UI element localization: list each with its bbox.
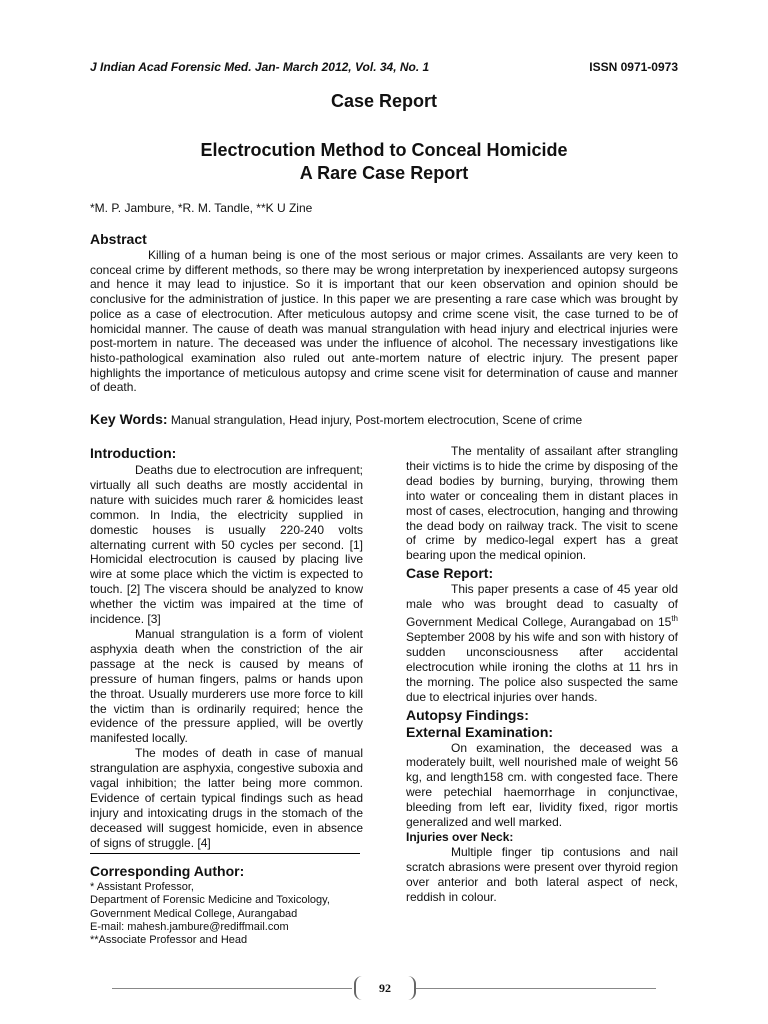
external-examination-heading: External Examination: (406, 723, 554, 740)
left-column (90, 445, 363, 851)
introduction-paragraph-3: The modes of death in case of manual strangulation are asphyxia, congestive suboxia and vagal inhibition; the latter being more common. Evidence of certain typical findings such as head injury and intoxicating drugs in the stomach of the deceased will suggest homicide, even in absence of signs of struggle. [4] (90, 746, 363, 850)
case-report-text-start: This paper presents a case of 45 year old male who was brought dead to casualty of Government Medical College, Aurangabad on 15 (406, 582, 678, 630)
issn: ISSN 0971-0973 (589, 60, 678, 74)
title-line-2: A Rare Case Report (299, 163, 469, 183)
case-report-text-end: September 2008 by his wife and son with history of sudden unconsciousness after accidental electrocution while ironing the cloths at 11 hrs in the morning. The police also suspected the same due to electrical injuries over hands. (406, 629, 678, 704)
corr-line: Government Medical College, Aurangabad (90, 907, 298, 920)
corr-line: Department of Forensic Medicine and Toxicology, (90, 894, 330, 907)
case-report-heading: Case Report: (406, 565, 494, 582)
keywords-text: Manual strangulation, Head injury, Post-mortem electrocution, Scene of crime (170, 413, 583, 427)
title-line-1: Electrocution Method to Conceal Homicide (200, 140, 568, 160)
journal-header (90, 60, 678, 74)
article-title (0, 139, 768, 185)
ordinal-suffix: th (671, 614, 678, 624)
corresponding-separator (90, 853, 360, 854)
case-report-paragraph (406, 582, 678, 704)
page-number: 92 (354, 976, 416, 1000)
authors: *M. P. Jambure, *R. M. Tandle, **K U Zine (90, 201, 313, 215)
corr-line: **Associate Professor and Head (90, 934, 248, 947)
neck-injuries-text: Multiple finger tip contusions and nail scratch abrasions were present over thyroid region over anterior and both lateral aspect of neck, reddish in colour. (406, 844, 678, 904)
footer-rule-right (416, 988, 656, 989)
journal-citation: J Indian Acad Forensic Med. Jan- March 2012, Vol. 34, No. 1 (90, 60, 430, 74)
abstract-heading: Abstract (90, 231, 147, 247)
external-examination-text: On examination, the deceased was a moderately built, well nourished male of weight 56 kg, and length158 cm. with congested face. There were petechial haemorrhage in conjunctivae, bleeding from left ear, lividity fixed, rigor mortis generalized and well marked. (406, 740, 678, 830)
corr-email: E-mail: mahesh.jambure@rediffmail.com (90, 920, 289, 933)
introduction-paragraph-2: Manual strangulation is a form of violent asphyxia death when the constriction of the air passage at the neck is caused by means of pressure of human fingers, palms or hands upon the throat. Usually murderers use more force to kill the victim than is ordinarily required; hence the evidence of the pressure applied, will be overtly manifested locally. (90, 626, 363, 746)
section-label: Case Report (330, 91, 438, 111)
keywords-label: Key Words: (90, 411, 168, 427)
abstract-body: Killing of a human being is one of the most serious or major crimes. Assailants are very keen to conceal crime by different methods, so there may be wrong interpretation by inexperienced autopsy surgeons and hence it may lead to injustice. So it is important that our keen observation and opinion should be conclusive for the administration of justice. In this paper we are presenting a rare case which was brought by police as a case of electrocution. After meticulous autopsy and crime scene visit, the case turned to be of homicidal manner. The cause of death was manual strangulation with head injury and electrical injuries were post-mortem in nature. The deceased was under the influence of alcohol. The necessary investigations like histo-pathological examination also ruled out ante-mortem nature of electric injury. The present paper highlights the importance of meticulous autopsy and crime scene visit for determination of cause and manner of death. (90, 248, 678, 395)
right-column (406, 444, 678, 904)
neck-injuries-heading: Injuries over Neck: (406, 829, 514, 844)
keywords (90, 411, 678, 427)
corr-line: * Assistant Professor, (90, 881, 194, 893)
introduction-paragraph-4: The mentality of assailant after strangling their victims is to hide the crime by disposing of the dead bodies by burning, burying, throwing them into water or concealing them in distant places in most of cases, electrocution, hanging and throwing the dead body on railway track. The visit to scene of crime by medico-legal expert has a great bearing upon the medical opinion. (406, 444, 678, 563)
footer-rule-left (112, 988, 352, 989)
corresponding-author-heading: Corresponding Author: (90, 863, 245, 879)
introduction-paragraph-1: Deaths due to electrocution are infrequent; virtually all such deaths are mostly accidental in nature with suicides much rarer & homicides least common. In India, the electricity supplied in domestic houses is usually 220-240 volts alternating current with 50 cycles per second. [1] Homicidal electrocution is caused by placing live wire at some place which the victim is expected to touch. [2] The viscera should be analyzed to know whether the victim was impaired at the time of incidence. [3] (90, 463, 363, 627)
corresponding-author-details (90, 881, 330, 947)
introduction-heading: Introduction: (90, 445, 177, 461)
autopsy-findings-heading: Autopsy Findings: (406, 706, 529, 723)
